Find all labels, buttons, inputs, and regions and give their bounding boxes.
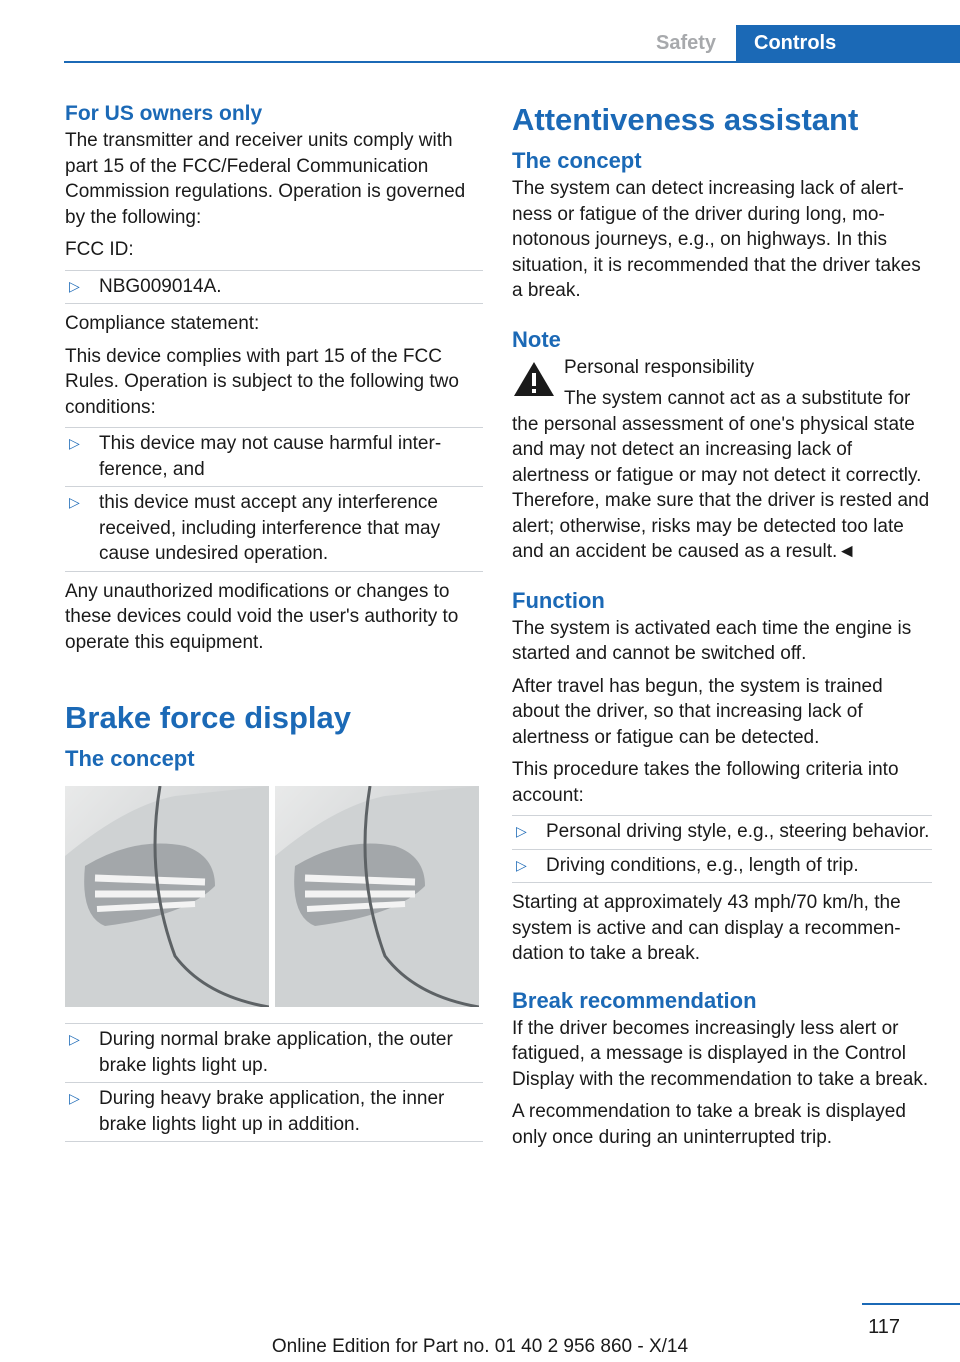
brake-light-photo-heavy	[275, 786, 479, 1007]
break-paragraph-1: If the driver becomes increasingly less alert or fatigued, a message is displayed in the Control Display with the recommendation to take a break.	[512, 1017, 929, 1090]
header-section-tab: Safety	[655, 32, 717, 54]
list-item	[65, 271, 483, 305]
page-number: 117	[868, 1316, 900, 1338]
us-owners-paragraph: The transmitter and receiver units comply with part 15 of the FCC/Federal Communication Commission regulations. Operation is governed by the following:	[65, 130, 466, 228]
fcc-id-label: FCC ID:	[65, 239, 134, 260]
att-concept-paragraph: The system can detect increasing lack of alertness or fatigue of the driver during long, monotonous journeys, e.g., on highways. In this situation, it is recommended that the driver takes a break.	[512, 178, 921, 301]
note-heading: Note	[512, 326, 561, 352]
triangle-bullet-icon: ▷	[69, 435, 80, 451]
function-paragraph-1: The system is activated each time the engine is started and cannot be switched off.	[512, 617, 912, 664]
list-item	[65, 487, 483, 572]
modifications-paragraph: Any unauthorized modifications or changes to these devices could void the user's authority to operate this equipment.	[65, 580, 459, 653]
function-paragraph-2: After travel has begun, the system is trained about the driver, so that increasing lack of alertness or fatigue can be detected.	[512, 675, 883, 748]
header-chapter-tab: Controls	[736, 25, 960, 61]
footer-rule	[862, 1303, 960, 1305]
criteria-list	[512, 815, 932, 883]
list-item-text: NBG009014A.	[99, 275, 222, 297]
fcc-id-list	[65, 270, 483, 305]
triangle-bullet-icon: ▷	[69, 1031, 80, 1047]
list-item	[65, 1024, 483, 1083]
break-heading: Break recommendation	[512, 987, 757, 1013]
triangle-bullet-icon: ▷	[69, 494, 80, 510]
break-paragraph-2: A recommendation to take a break is displayed only once during an uninterrupted trip.	[512, 1101, 906, 1148]
triangle-bullet-icon: ▷	[69, 277, 80, 294]
list-item-text: this device must accept any interference received, including interference that may cause undesired operation.	[99, 492, 441, 564]
triangle-bullet-icon: ▷	[516, 823, 527, 839]
right-column	[512, 100, 932, 1157]
left-column	[65, 100, 483, 1149]
brake-light-images	[65, 786, 483, 1007]
list-item	[512, 816, 932, 850]
us-owners-heading: For US owners only	[65, 102, 263, 125]
note-paragraph: The system cannot act as a substitute for the personal assessment of one's physical state and may not detect an increasing lack of alertness or fatigue or may not detect it correctly. Therefore, make sure that the driver is rested and alert; otherwise, risks may be detected too late and an accident be caused as a result.◄	[512, 388, 930, 562]
att-concept-heading: The concept	[512, 148, 642, 173]
warning-triangle-icon	[512, 359, 556, 399]
header-rule	[64, 61, 960, 63]
function-paragraph-3: This procedure takes the following criteria into account:	[512, 759, 899, 806]
edition-note: Online Edition for Part no. 01 40 2 956 860 - X/14	[271, 1336, 689, 1357]
warning-note	[512, 355, 932, 565]
compliance-label: Compliance statement:	[65, 313, 260, 334]
function-paragraph-4: Starting at approximately 43 mph/70 km/h, the system is active and can display a recommendation to take a break.	[512, 892, 901, 964]
triangle-bullet-icon: ▷	[516, 856, 527, 873]
brake-items-list	[65, 1023, 483, 1142]
list-item-text: During normal brake application, the outer brake lights light up.	[99, 1029, 453, 1076]
compliance-paragraph: This device complies with part 15 of the FCC Rules. Operation is subject to the following two conditions:	[65, 345, 459, 418]
triangle-bullet-icon: ▷	[69, 1090, 80, 1106]
attentiveness-title: Attentiveness assistant	[512, 102, 859, 137]
list-item-text: This device may not cause harmful interference, and	[99, 433, 442, 480]
list-item-text: Driving conditions, e.g., length of trip.	[546, 854, 859, 876]
list-item	[65, 428, 483, 487]
note-title: Personal responsibility	[564, 356, 755, 378]
list-item	[65, 1083, 483, 1142]
conditions-list	[65, 427, 483, 572]
brake-force-title: Brake force display	[65, 700, 352, 735]
list-item	[512, 850, 932, 884]
list-item-text: Personal driving style, e.g., steering behavior.	[546, 821, 930, 842]
list-item-text: During heavy brake application, the inner brake lights light up in addition.	[99, 1088, 445, 1135]
brake-light-photo-normal	[65, 786, 269, 1007]
brake-concept-heading: The concept	[65, 746, 195, 771]
function-heading: Function	[512, 587, 605, 613]
